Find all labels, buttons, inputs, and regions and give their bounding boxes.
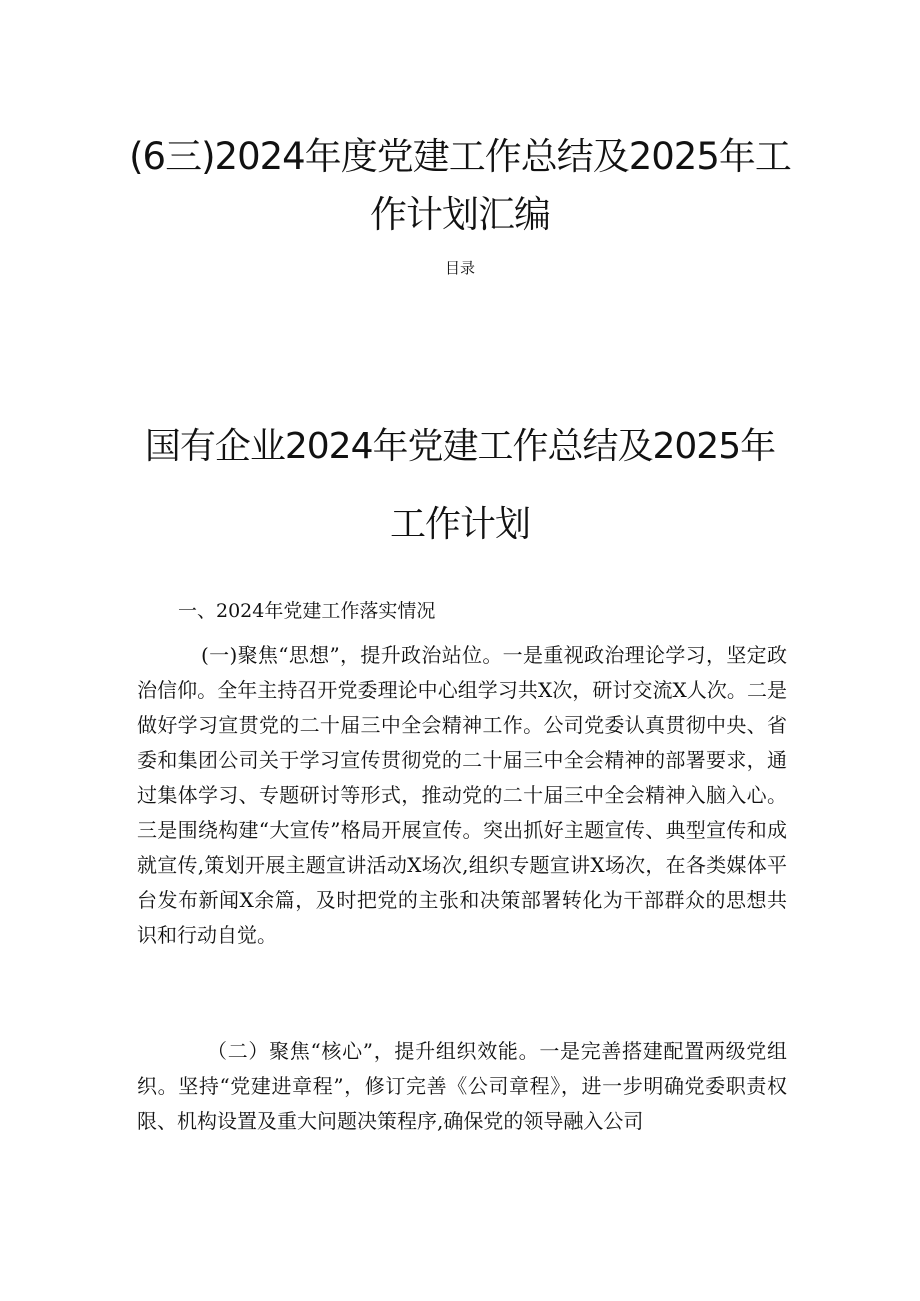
- article-title-line-2: 工作计划: [389, 504, 530, 545]
- section-heading: 一、2024年党建工作落实情况: [178, 600, 436, 622]
- main-title-line-1: (6三)2024年度党建工作总结及2025年工: [129, 135, 791, 178]
- main-title-line-2: 作计划汇编: [370, 193, 550, 236]
- toc-label: 目录: [444, 259, 475, 277]
- paragraph-2: （二）聚焦“核心”，提升组织效能。一是完善搭建配置两级党组织。坚持“党建进章程”，修订完善《公司章程》，进一步明确党委职责权限、机构设置及重大问题决策程序,确保党的领导融入公司: [137, 1039, 787, 1133]
- paragraph-1: (一)聚焦“思想”，提升政治站位。一是重视政治理论学习，坚定政治信仰。全年主持召开党委理论中心组学习共X次，研讨交流X人次。二是做好学习宣贯党的二十届三中全会精神工作。公司党委认真贯彻中央、省委和集团公司关于学习宣传贯彻党的二十届三中全会精神的部署要求，通过集体学习、专题研讨等形式，推动党的二十届三中全会精神入脑入心。三是围绕构建“大宣传”格局开展宣传。突出抓好主题宣传、典型宣传和成就宣传,策划开展主题宣讲活动X场次,组织专题宣讲X场次，在各类媒体平台发布新闻X余篇，及时把党的主张和决策部署转化为干部群众的思想共识和行动自觉。: [137, 643, 787, 947]
- article-title-line-1: 国有企业2024年党建工作总结及2025年: [144, 426, 776, 467]
